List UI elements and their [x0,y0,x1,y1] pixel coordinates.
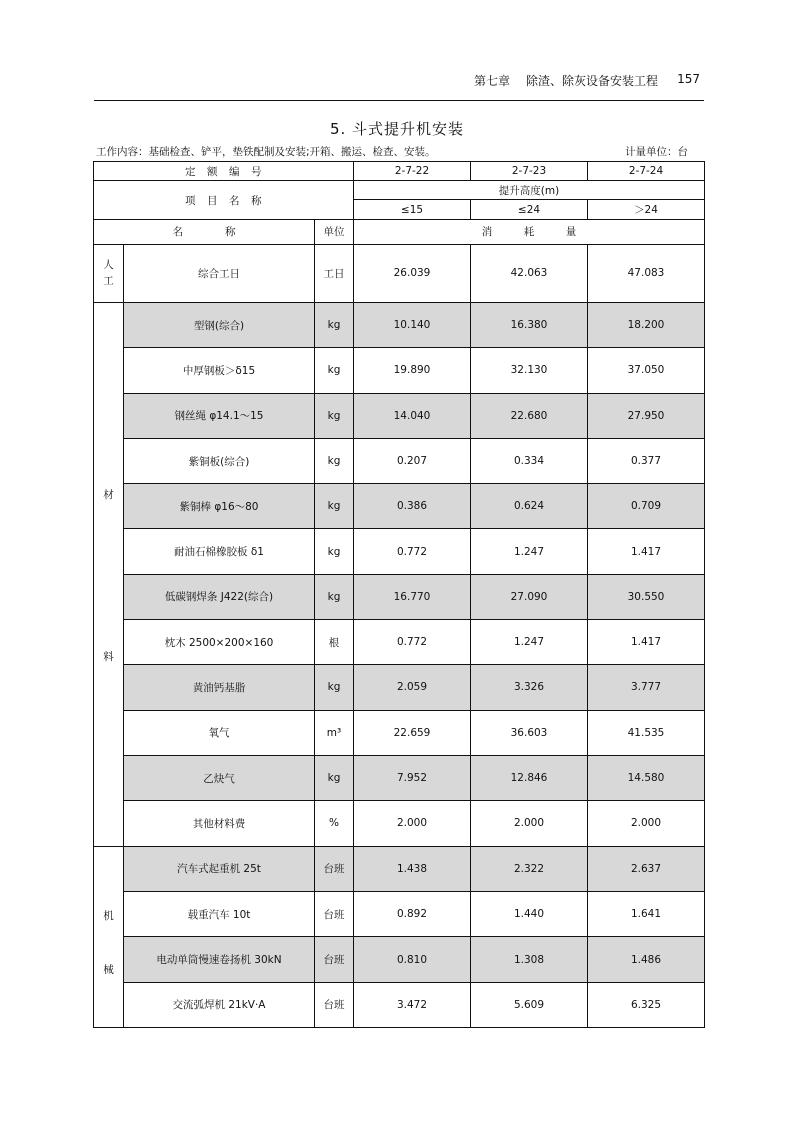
row-value: 12.846 [471,755,588,800]
row-value: 0.772 [354,620,471,665]
row-value: 22.680 [471,393,588,438]
row-value: 0.207 [354,438,471,483]
work-content: 工作内容：基础检查、铲平，垫铁配制及安装;开箱、搬运、检查、安装。 [96,146,436,158]
row-value: 2.637 [588,846,705,891]
row-unit: kg [315,302,354,347]
row-unit: kg [315,574,354,619]
row-value: 27.950 [588,393,705,438]
row-name: 钢丝绳 φ14.1～15 [124,393,315,438]
row-value: 1.247 [471,529,588,574]
row-value: 0.892 [354,892,471,937]
row-value: 1.641 [588,892,705,937]
materials-row [94,302,705,347]
quota-code: 2-7-24 [588,162,705,181]
page-number: 157 [677,72,700,86]
row-value: 1.440 [471,892,588,937]
chapter-label: 第七章 [474,74,511,88]
row-unit: 台班 [315,892,354,937]
row-value: 42.063 [471,244,588,302]
quota-table [93,161,705,1028]
materials-category: 材 料 [94,302,124,846]
row-value: 0.709 [588,484,705,529]
col-unit-header: 单位 [315,220,354,244]
materials-row [94,620,705,665]
machinery-row [94,982,705,1027]
row-value: 0.377 [588,438,705,483]
quota-code: 2-7-23 [471,162,588,181]
materials-row [94,755,705,800]
lift-height-label: 提升高度(m) [354,181,705,200]
row-name: 型钢(综合) [124,302,315,347]
labor-category: 人 工 [94,244,124,302]
row-unit: m³ [315,710,354,755]
row-value: 3.326 [471,665,588,710]
row-value: 41.535 [588,710,705,755]
row-unit: kg [315,665,354,710]
row-value: 2.000 [354,801,471,847]
row-unit: 根 [315,620,354,665]
row-value: 16.770 [354,574,471,619]
col-name-header: 名 称 [94,220,315,244]
height-range: ＞24 [588,200,705,220]
chapter-title: 除渣、除灰设备安装工程 [526,74,659,88]
row-value: 2.000 [588,801,705,847]
row-value: 19.890 [354,348,471,393]
materials-section [94,302,705,846]
materials-row [94,710,705,755]
row-name: 交流弧焊机 21kV·A [124,982,315,1027]
row-name: 汽车式起重机 25t [124,846,315,891]
row-unit: 台班 [315,846,354,891]
machinery-section [94,846,705,1027]
row-value: 2.322 [471,846,588,891]
row-name: 乙炔气 [124,755,315,800]
materials-row [94,348,705,393]
row-value: 22.659 [354,710,471,755]
row-value: 6.325 [588,982,705,1027]
row-unit: kg [315,438,354,483]
row-value: 27.090 [471,574,588,619]
row-unit: kg [315,484,354,529]
row-value: 1.486 [588,937,705,982]
row-value: 0.386 [354,484,471,529]
machinery-row [94,846,705,891]
column-header-row [94,220,705,244]
quota-number-row [94,162,705,181]
machinery-row [94,892,705,937]
row-value: 32.130 [471,348,588,393]
row-value: 2.059 [354,665,471,710]
row-value: 0.810 [354,937,471,982]
row-value: 1.438 [354,846,471,891]
row-name: 紫铜板(综合) [124,438,315,483]
row-name: 枕木 2500×200×160 [124,620,315,665]
row-unit: 台班 [315,982,354,1027]
row-name: 氧气 [124,710,315,755]
row-value: 47.083 [588,244,705,302]
section-title: 5. 斗式提升机安装 [329,120,465,138]
row-value: 16.380 [471,302,588,347]
row-name: 低碳钢焊条 J422(综合) [124,574,315,619]
measure-unit: 计量单位：台 [625,146,688,158]
running-header [94,72,704,92]
row-unit: kg [315,393,354,438]
col-consumption-header: 消 耗 量 [354,220,705,244]
row-value: 2.000 [471,801,588,847]
row-value: 1.417 [588,620,705,665]
row-name: 黄油钙基脂 [124,665,315,710]
materials-row [94,665,705,710]
row-value: 26.039 [354,244,471,302]
row-value: 30.550 [588,574,705,619]
row-unit: kg [315,348,354,393]
materials-row [94,438,705,483]
row-value: 5.609 [471,982,588,1027]
row-value: 10.140 [354,302,471,347]
row-name: 中厚钢板＞δ15 [124,348,315,393]
row-value: 37.050 [588,348,705,393]
row-name: 载重汽车 10t [124,892,315,937]
machinery-row [94,937,705,982]
row-value: 0.624 [471,484,588,529]
height-range: ≤15 [354,200,471,220]
materials-row [94,801,705,847]
row-name: 紫铜棒 φ16～80 [124,484,315,529]
row-value: 1.308 [471,937,588,982]
row-unit: 工日 [315,244,354,302]
row-name: 综合工日 [124,244,315,302]
labor-row [94,244,705,302]
quota-code: 2-7-22 [354,162,471,181]
row-unit: 台班 [315,937,354,982]
row-value: 36.603 [471,710,588,755]
materials-row [94,393,705,438]
height-range: ≤24 [471,200,588,220]
row-name: 其他材料费 [124,801,315,847]
row-unit: kg [315,755,354,800]
item-name-label: 项 目 名 称 [94,181,354,220]
row-value: 14.580 [588,755,705,800]
row-value: 7.952 [354,755,471,800]
row-value: 1.417 [588,529,705,574]
materials-row [94,529,705,574]
row-value: 14.040 [354,393,471,438]
machinery-category: 机 械 [94,846,124,1027]
row-value: 3.472 [354,982,471,1027]
row-unit: % [315,801,354,847]
quota-number-label: 定 额 编 号 [94,162,354,181]
height-label-row [94,181,705,200]
header-rule [94,100,704,101]
row-value: 3.777 [588,665,705,710]
row-name: 电动单筒慢速卷扬机 30kN [124,937,315,982]
row-value: 1.247 [471,620,588,665]
materials-row [94,574,705,619]
row-value: 0.334 [471,438,588,483]
row-unit: kg [315,529,354,574]
materials-row [94,484,705,529]
row-value: 0.772 [354,529,471,574]
row-value: 18.200 [588,302,705,347]
row-name: 耐油石棉橡胶板 δ1 [124,529,315,574]
